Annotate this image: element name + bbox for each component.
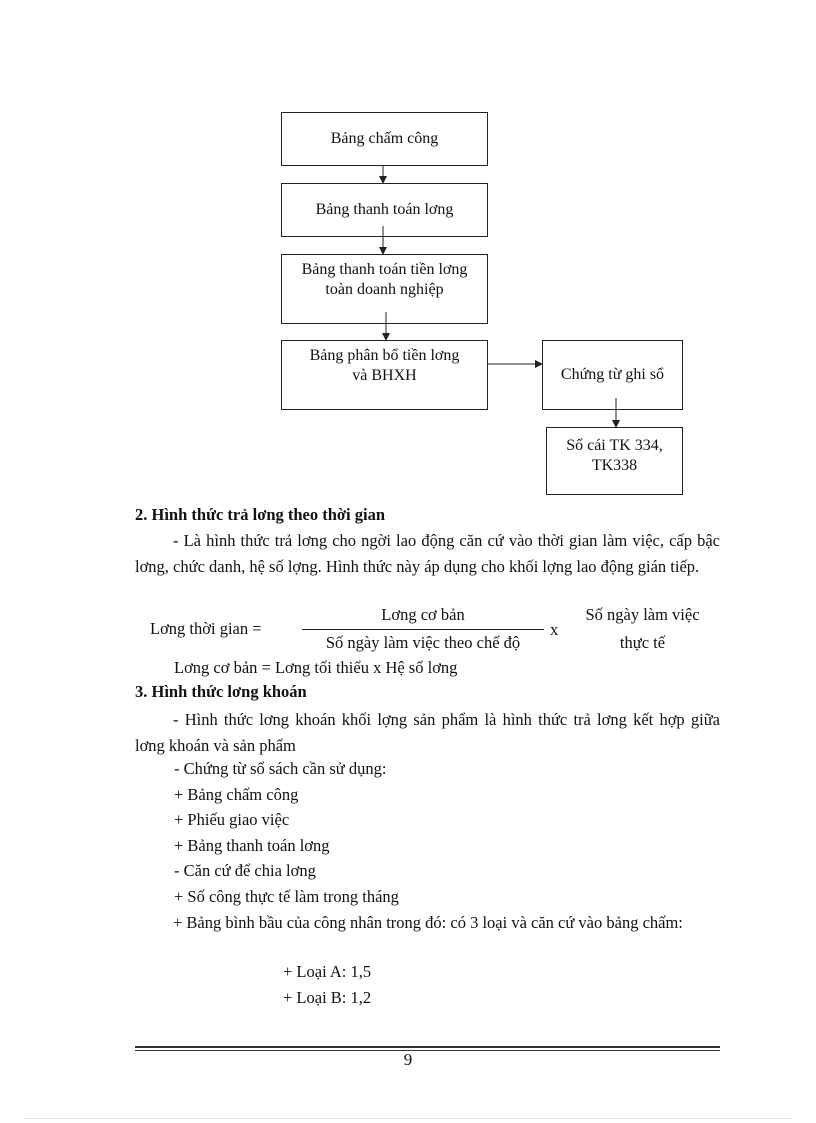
section-3-paragraph-2: + Bảng bình bầu của công nhân trong đó: có 3 loại và căn cứ vào bảng chấm: <box>173 913 683 932</box>
formula-numerator: Lơng cơ bản <box>381 605 465 624</box>
flow-box-bang-thanh-toan-luong <box>281 183 488 237</box>
flow-box-so-cai <box>546 427 683 495</box>
flow-box-bang-cham-cong <box>281 112 488 166</box>
page-bottom-border <box>25 1118 791 1119</box>
formula-lhs: Lơng thời gian = <box>150 619 262 638</box>
formula-times: x <box>550 620 559 639</box>
list-item: + Phiếu giao việc <box>174 810 290 829</box>
footer-rule-top <box>135 1046 720 1048</box>
flow-box-label: Bảng chấm công <box>330 130 439 147</box>
flow-box-bang-thanh-toan-toan-dn <box>281 254 488 324</box>
flow-box-bang-phan-bo <box>281 340 488 410</box>
type-item: + Loại B: 1,2 <box>283 988 372 1007</box>
type-item: + Loại A: 1,5 <box>283 962 372 981</box>
section-3-paragraph: - Hình thức lơng khoán khối lợng sản phẩm là hình thức trả lơng kết hợp giữa lơng khoán và sản phẩm <box>135 710 720 755</box>
list-item: + Số công thực tế làm trong tháng <box>174 887 399 906</box>
flow-box-chung-tu-ghi-so <box>542 340 683 410</box>
section-2-heading: 2. Hình thức trả lơng theo thời gian <box>135 505 386 524</box>
section-3-heading: 3. Hình thức lơng khoán <box>135 682 307 701</box>
list-item: - Chứng từ sổ sách cần sử dụng: <box>174 759 387 778</box>
flow-box-label: Bảng thanh toán tiền lơng toàn doanh nghiệp <box>301 261 468 298</box>
flow-box-label: Bảng phân bổ tiền lơng và BHXH <box>309 347 460 384</box>
list-item: + Bảng chấm công <box>174 785 299 804</box>
list-item: - Căn cứ để chia lơng <box>174 861 316 880</box>
formula-right-bottom: thực tế <box>619 633 666 652</box>
basic-salary-formula: Lơng cơ bản = Lơng tối thiểu x Hệ số lơng <box>174 658 458 677</box>
flow-box-label: Sổ cái TK 334, TK338 <box>566 437 663 474</box>
formula-right-top: Số ngày làm việc <box>585 605 700 624</box>
list-item: + Bảng thanh toán lơng <box>174 836 330 855</box>
formula-denominator: Số ngày làm việc theo chế độ <box>325 633 521 652</box>
page-number: 9 <box>403 1050 413 1069</box>
flow-box-label: Bảng thanh toán lơng <box>315 201 454 218</box>
flow-box-label: Chứng từ ghi sổ <box>560 366 665 383</box>
formula-fraction-line <box>302 629 544 630</box>
section-2-paragraph: - Là hình thức trả lơng cho ngời lao động căn cứ vào thời gian làm việc, cấp bậc lơng, chức danh, hệ số lợng. Hình thức này áp dụng cho khối lợng lao động gián tiếp. <box>135 531 720 576</box>
